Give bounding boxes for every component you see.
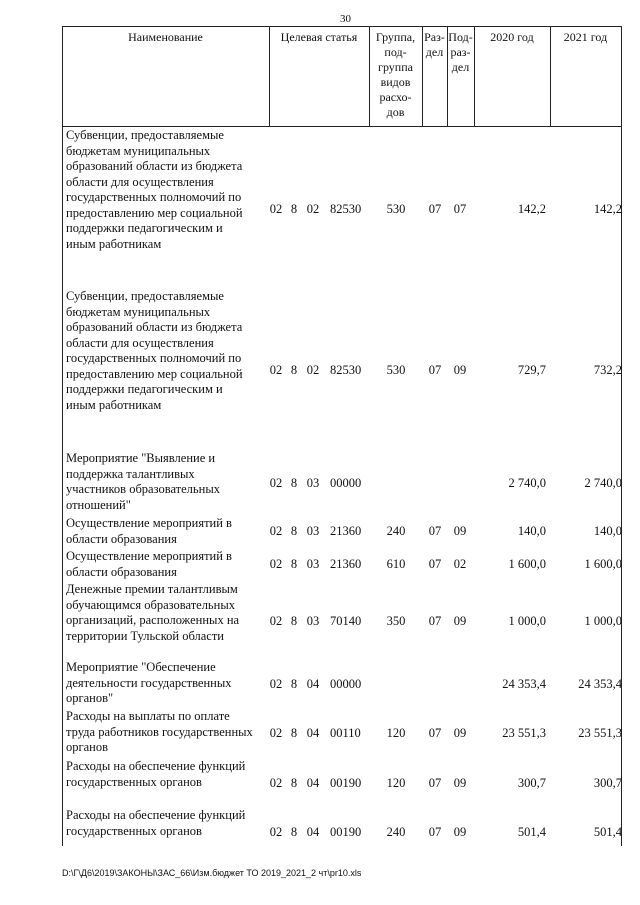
expense-group: 120: [386, 776, 406, 790]
amount-2020: 300,7: [517, 776, 546, 790]
target-main: 02: [306, 363, 320, 377]
row-name: Субвенции, предоставляемые бюджетам муниципальных образований области из бюджета области для осуществления государственных полномочий по предоставлению мер социальной поддержки педагогическим и иным работникам: [66, 289, 243, 412]
target-subprogram: 8: [290, 524, 298, 538]
target-main: 04: [306, 677, 320, 691]
target-direction: 70140: [330, 614, 362, 628]
amount-2021: 140,0: [593, 524, 622, 538]
target-main: 04: [306, 825, 320, 839]
header-section: Раз- дел: [424, 30, 445, 59]
amount-2021: 1 000,0: [584, 614, 622, 628]
amount-2020: 729,7: [517, 363, 546, 377]
amount-2020: 2 740,0: [508, 476, 546, 490]
amount-2021: 300,7: [593, 776, 622, 790]
amount-2020: 142,2: [517, 202, 546, 216]
col-border-left: [62, 26, 63, 846]
section: 07: [428, 726, 442, 740]
target-subprogram: 8: [290, 726, 298, 740]
table-top-border: [62, 26, 622, 27]
amount-2021: 732,2: [593, 363, 622, 377]
target-main: 03: [306, 476, 320, 490]
expense-group: 120: [386, 726, 406, 740]
target-program: 02: [269, 614, 283, 628]
target-program: 02: [269, 726, 283, 740]
row-name: Мероприятие "Обеспечение деятельности государственных органов": [66, 660, 232, 705]
target-program: 02: [269, 476, 283, 490]
expense-group: 240: [386, 825, 406, 839]
amount-2020: 1 600,0: [508, 557, 546, 571]
expense-group: 530: [386, 363, 406, 377]
subsection: 09: [453, 726, 467, 740]
section: 07: [428, 614, 442, 628]
section: 07: [428, 524, 442, 538]
amount-2020: 24 353,4: [502, 677, 546, 691]
subsection: 09: [453, 776, 467, 790]
target-direction: 21360: [330, 557, 362, 571]
target-subprogram: 8: [290, 776, 298, 790]
amount-2021: 24 353,4: [578, 677, 622, 691]
subsection: 09: [453, 524, 467, 538]
subsection: 09: [453, 614, 467, 628]
amount-2020: 140,0: [517, 524, 546, 538]
amount-2021: 1 600,0: [584, 557, 622, 571]
row-name: Расходы на выплаты по оплате труда работников государственных органов: [66, 709, 253, 754]
header-subsection: Под- раз- дел: [448, 30, 473, 74]
target-main: 02: [306, 202, 320, 216]
target-direction: 00190: [330, 776, 362, 790]
amount-2021: 501,4: [593, 825, 622, 839]
expense-group: 240: [386, 524, 406, 538]
target-subprogram: 8: [290, 557, 298, 571]
target-subprogram: 8: [290, 614, 298, 628]
header-2021: 2021 год: [563, 30, 608, 44]
budget-table: [62, 26, 622, 846]
target-subprogram: 8: [290, 363, 298, 377]
target-main: 04: [306, 776, 320, 790]
header-name: Наименование: [128, 30, 203, 44]
target-main: 04: [306, 726, 320, 740]
expense-group: 530: [386, 202, 406, 216]
target-program: 02: [269, 524, 283, 538]
section: 07: [428, 557, 442, 571]
row-name: Расходы на обеспечение функций государственных органов: [66, 808, 246, 838]
target-program: 02: [269, 776, 283, 790]
amount-2020: 501,4: [517, 825, 546, 839]
header-bottom-border: [62, 126, 622, 127]
section: 07: [428, 825, 442, 839]
subsection: 09: [453, 363, 467, 377]
target-subprogram: 8: [290, 677, 298, 691]
target-direction: 00190: [330, 825, 362, 839]
row-name: Расходы на обеспечение функций государственных органов: [66, 759, 246, 789]
row-name: Мероприятие "Выявление и поддержка талантливых участников образовательных отношений": [66, 451, 220, 512]
target-program: 02: [269, 825, 283, 839]
target-subprogram: 8: [290, 202, 298, 216]
section: 07: [428, 363, 442, 377]
target-program: 02: [269, 363, 283, 377]
target-main: 03: [306, 524, 320, 538]
target-program: 02: [269, 202, 283, 216]
amount-2021: 142,2: [593, 202, 622, 216]
target-direction: 00000: [330, 677, 362, 691]
footer-file-path: D:\Г\Д6\2019\ЗАКОНЫ\ЗАС_66\Изм.бюджет ТО 2019_2021_2 чт\pr10.xls: [62, 868, 362, 878]
target-main: 03: [306, 614, 320, 628]
row-name: Осуществление мероприятий в области образования: [66, 516, 232, 546]
amount-2021: 2 740,0: [584, 476, 622, 490]
expense-group: 610: [386, 557, 406, 571]
row-name: Осуществление мероприятий в области образования: [66, 549, 232, 579]
target-direction: 00110: [330, 726, 361, 740]
target-direction: 82530: [330, 202, 362, 216]
amount-2021: 23 551,3: [578, 726, 622, 740]
row-name: Денежные премии талантливым обучающимся образовательных организаций, расположенных на территории Тульской области: [66, 582, 240, 643]
header-target: Целевая статья: [280, 30, 358, 44]
target-subprogram: 8: [290, 476, 298, 490]
amount-2020: 23 551,3: [502, 726, 546, 740]
expense-group: 350: [386, 614, 406, 628]
header-group: Группа, под- группа видов расхо- дов: [375, 30, 416, 119]
target-subprogram: 8: [290, 825, 298, 839]
subsection: 02: [453, 557, 467, 571]
amount-2020: 1 000,0: [508, 614, 546, 628]
col-border-right: [621, 26, 622, 846]
subsection: 09: [453, 825, 467, 839]
section: 07: [428, 776, 442, 790]
page-number: 30: [340, 13, 351, 25]
target-direction: 00000: [330, 476, 362, 490]
target-direction: 82530: [330, 363, 362, 377]
subsection: 07: [453, 202, 467, 216]
target-direction: 21360: [330, 524, 362, 538]
target-main: 03: [306, 557, 320, 571]
header-2020: 2020 год: [490, 30, 534, 44]
section: 07: [428, 202, 442, 216]
target-program: 02: [269, 677, 283, 691]
row-name: Субвенции, предоставляемые бюджетам муниципальных образований области из бюджета области для осуществления государственных полномочий по предоставлению мер социальной поддержки педагогическим и иным работникам: [66, 128, 243, 251]
target-program: 02: [269, 557, 283, 571]
